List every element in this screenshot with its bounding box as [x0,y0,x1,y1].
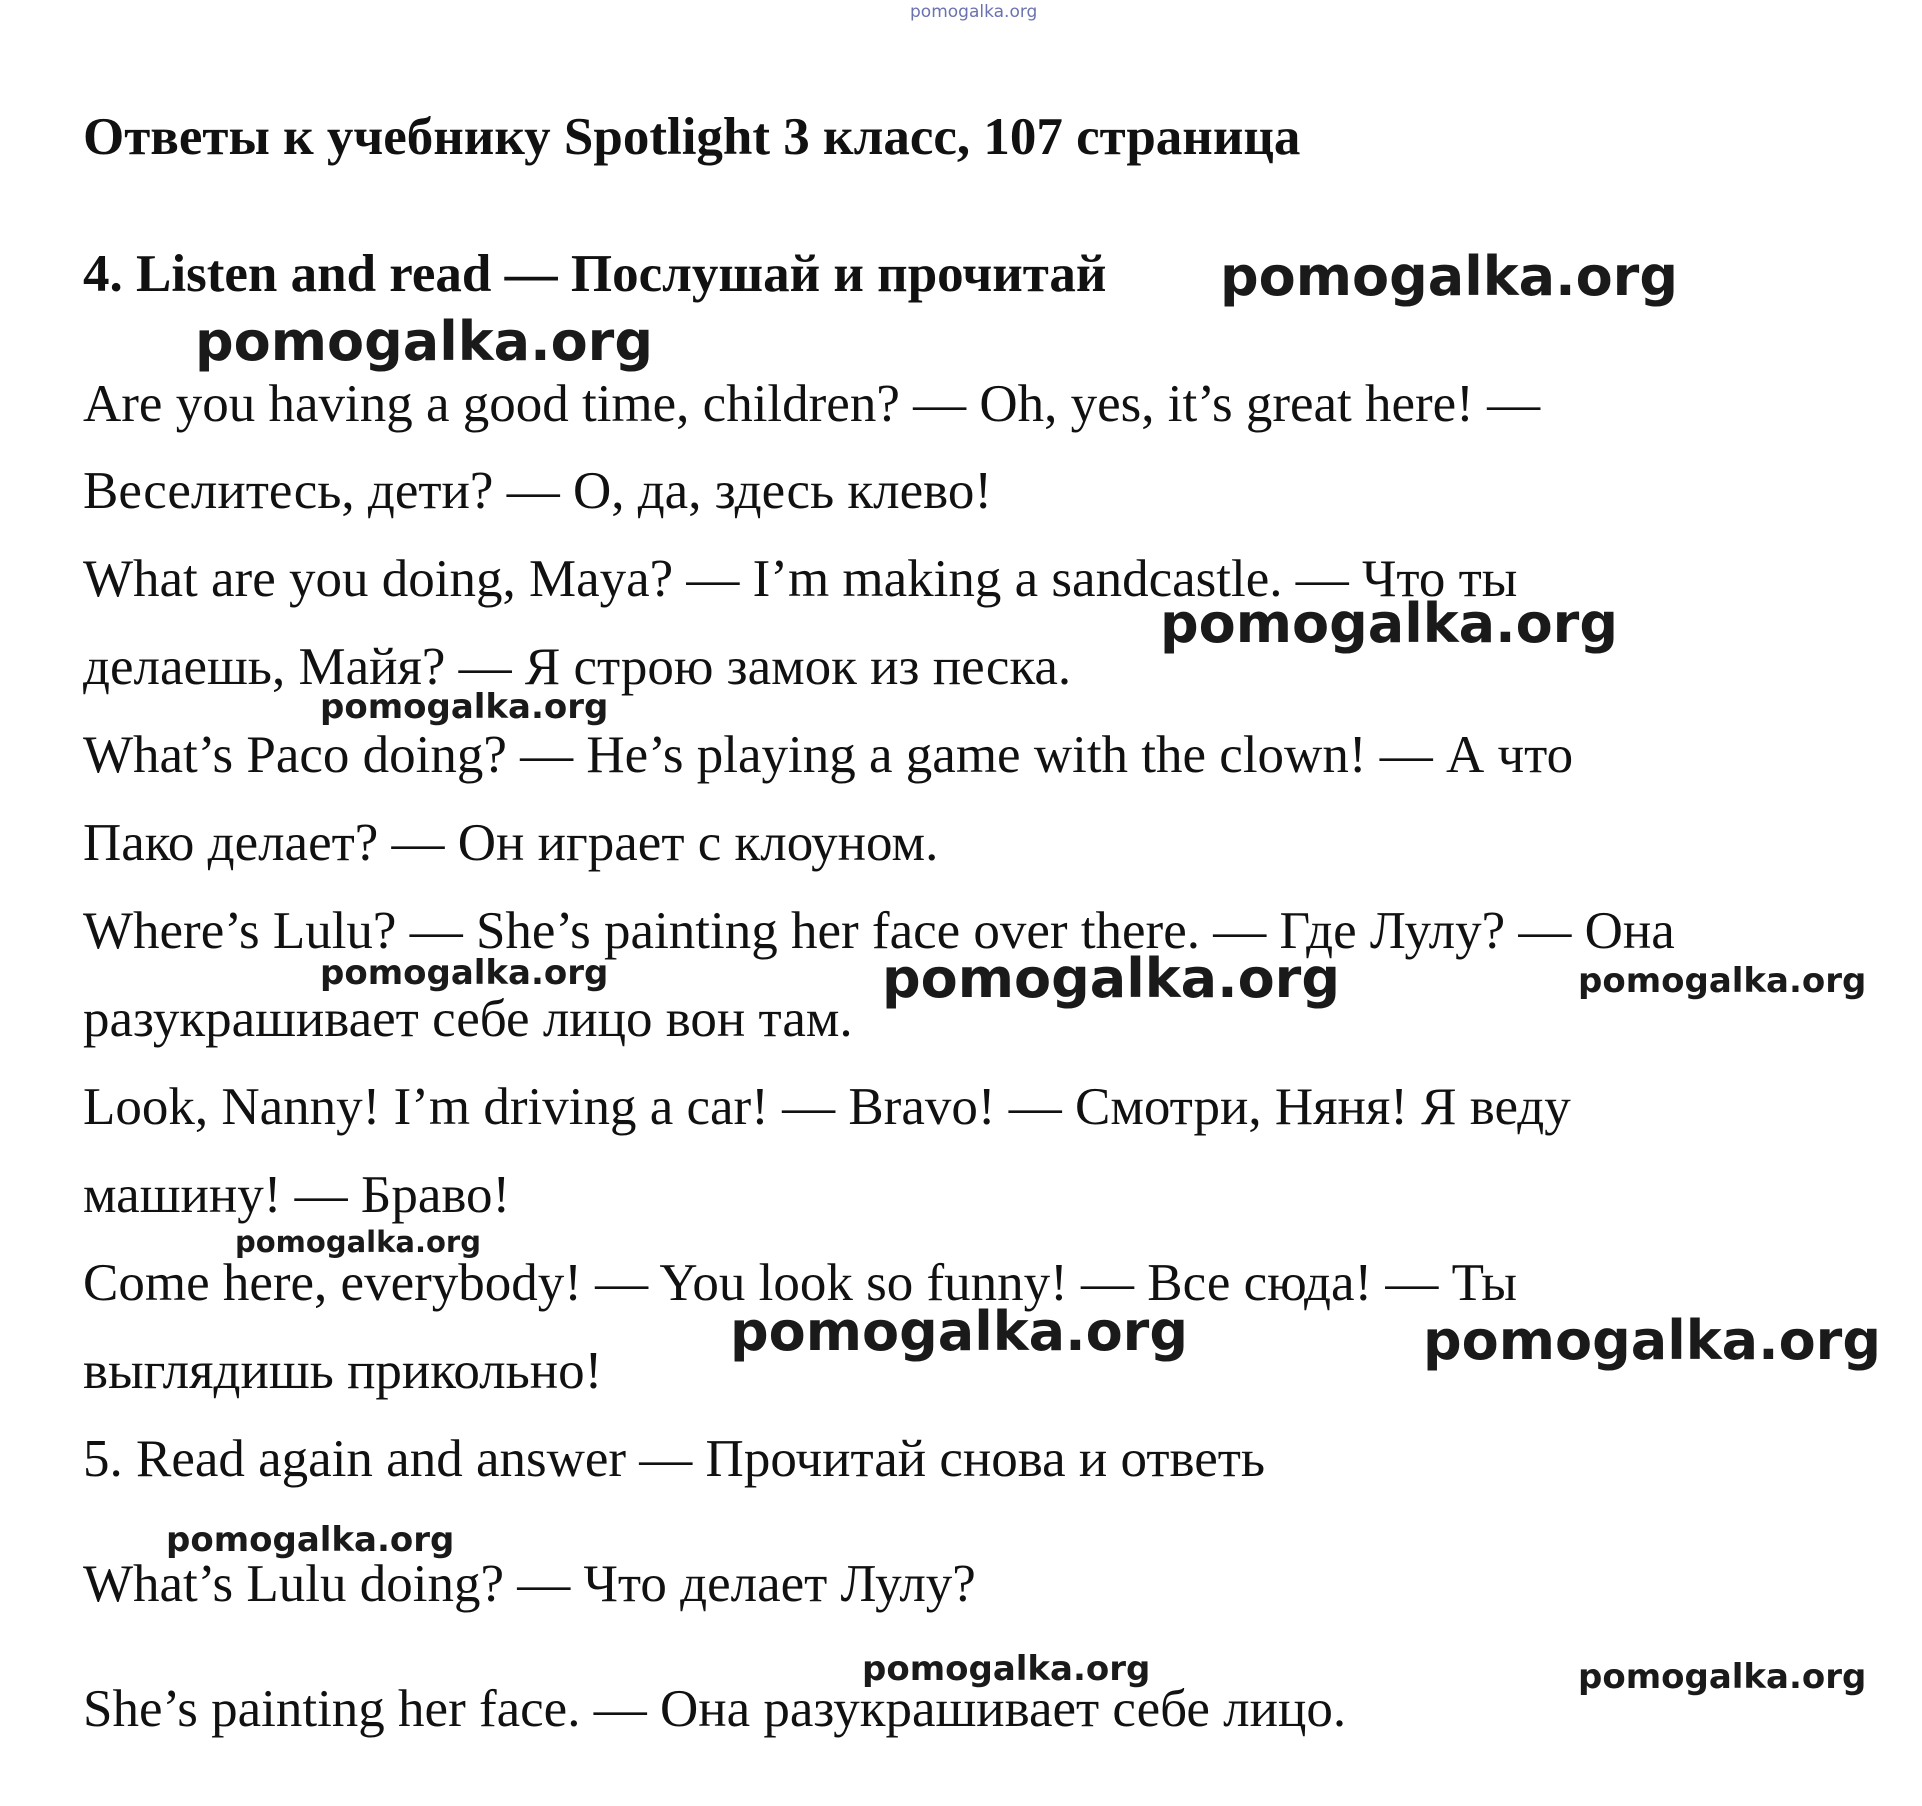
text-line: Пако делает? — Он играет с клоуном. [83,814,939,872]
text-line: разукрашивает себе лицо вон там. [83,990,853,1048]
text-line: Look, Nanny! I’m driving a car! — Bravo! — Смотри, Няня! Я веду [83,1078,1571,1136]
watermark: pomogalka.org [862,1649,1151,1689]
watermark: pomogalka.org [195,310,653,373]
text-line: выглядишь прикольно! [83,1342,603,1400]
page-title: Ответы к учебнику Spotlight 3 класс, 107 страница [83,108,1301,166]
text-line: Веселитесь, дети? — О, да, здесь клево! [83,462,992,520]
watermark: pomogalka.org [166,1520,455,1560]
watermark: pomogalka.org [1423,1309,1881,1372]
text-line: делаешь, Майя? — Я строю замок из песка. [83,638,1072,696]
text-line: машину! — Браво! [83,1166,511,1224]
watermark: pomogalka.org [1578,961,1867,1001]
section-heading: 5. Read again and answer — Прочитай снова и ответь [83,1430,1266,1488]
text-line: She’s painting her face. — Она разукрашивает себе лицо. [83,1680,1347,1738]
text-line: What’s Lulu doing? — Что делает Лулу? [83,1555,976,1613]
watermark: pomogalka.org [882,947,1340,1010]
text-line: Come here, everybody! — You look so funny! — Все сюда! — Ты [83,1254,1518,1312]
section-heading: 4. Listen and read — Послушай и прочитай [83,245,1107,303]
watermark: pomogalka.org [1160,592,1618,655]
watermark: pomogalka.org [1220,245,1678,308]
watermark: pomogalka.org [320,687,609,727]
text-line: Are you having a good time, children? — Oh, yes, it’s great here! — [83,375,1541,433]
watermark: pomogalka.org [320,953,609,993]
watermark: pomogalka.org [730,1300,1188,1363]
watermark-top: pomogalka.org [910,2,1038,22]
text-line: What’s Paco doing? — He’s playing a game with the clown! — А что [83,726,1574,784]
watermark: pomogalka.org [235,1225,481,1259]
text-line: Where’s Lulu? — She’s painting her face over there. — Где Лулу? — Она [83,902,1675,960]
watermark: pomogalka.org [1578,1657,1867,1697]
text-line: What are you doing, Maya? — I’m making a sandcastle. — Что ты [83,550,1518,608]
